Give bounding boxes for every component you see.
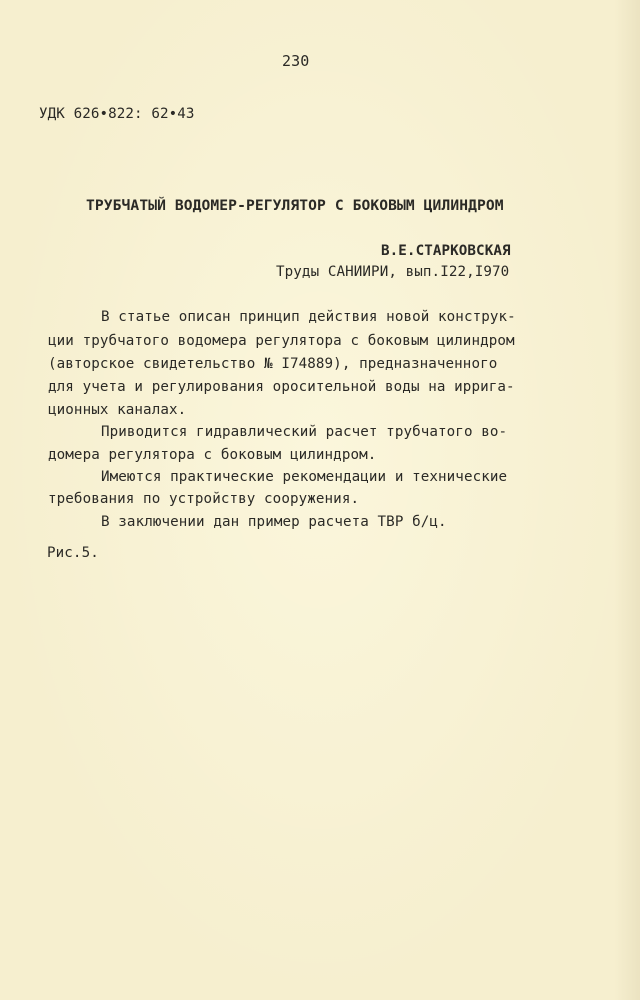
page-number: 230 [282,52,310,70]
abstract-line: требования по устройству сооружения. [48,491,360,507]
article-title: ТРУБЧАТЫЙ ВОДОМЕР-РЕГУЛЯТОР С БОКОВЫМ ЦИЛИНДРОМ [86,197,504,214]
abstract-line: В статье описан принцип действия новой конструк- [101,309,516,325]
figures-note: Рис.5. [47,545,99,561]
abstract-line: для учета и регулирования оросительной воды на ирригa- [48,379,515,395]
abstract-line: Приводится гидравлический расчет трубчатого во- [101,424,508,440]
udc-code: УДК 626•822: 62•43 [39,106,195,122]
abstract-line: ции трубчатого водомера регулятора с боковым цилиндром [48,333,515,349]
abstract-line: ционных каналах. [48,402,187,418]
abstract-line: Имеются практические рекомендации и технические [101,469,508,485]
author-name: В.Е.СТАРКОВСКАЯ [381,243,511,259]
abstract-line: В заключении дан пример расчета ТВР б/ц. [101,514,447,530]
abstract-line: (авторское свидетельство № I74889), предназначенного [48,356,498,372]
source-reference: Труды САНИИРИ, вып.I22,I970 [276,264,510,280]
abstract-line: домера регулятора с боковым цилиндром. [48,447,377,463]
